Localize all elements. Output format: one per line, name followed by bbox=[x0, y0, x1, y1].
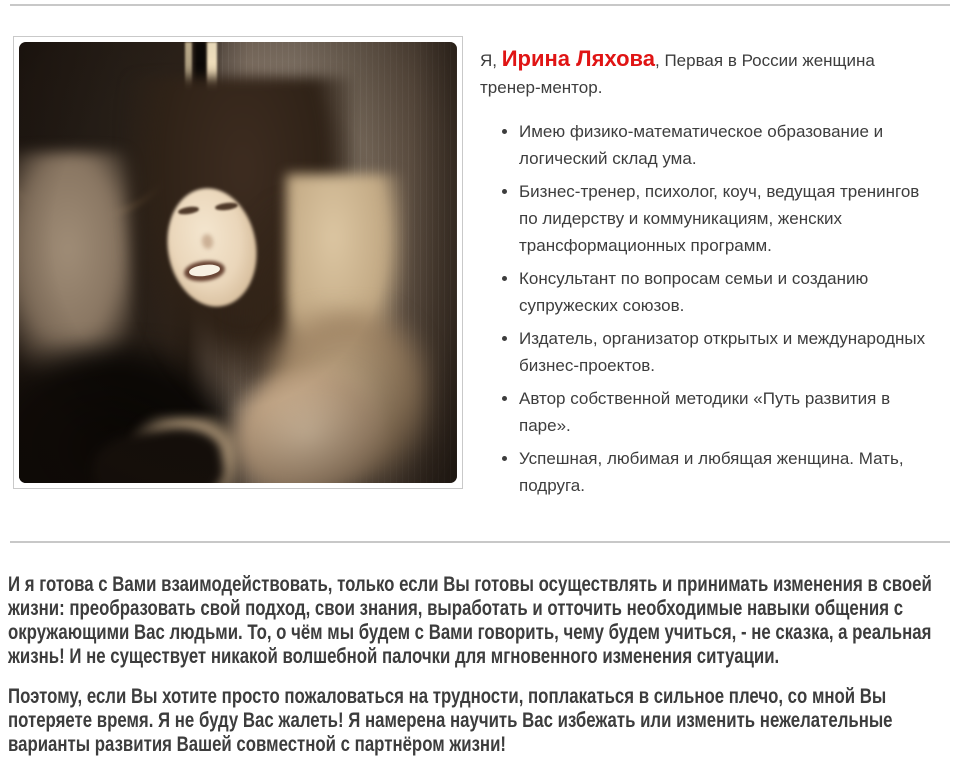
bullet-item-personal: • Успешная, любимая и любящая женщина. Мать, подруга. bbox=[519, 445, 940, 499]
name-highlight: Ирина Ляхова bbox=[501, 46, 656, 71]
bullet-item-author: • Автор собственной методики «Путь развития в паре». bbox=[519, 385, 940, 439]
profile-section bbox=[0, 6, 960, 505]
bullet-list bbox=[480, 118, 940, 499]
intro-suffix: , Первая в России женщина тренер-ментор. bbox=[480, 51, 875, 97]
profile-text-column bbox=[480, 36, 940, 505]
bullet-item-trainer: • Бизнес-тренер, психолог, коуч, ведущая тренингов по лидерству и коммуникациям, женских трансформационных программ. bbox=[519, 178, 940, 259]
intro-text bbox=[480, 45, 940, 101]
intro-prefix: Я, bbox=[480, 51, 502, 70]
paragraph-warning: Поэтому, если Вы хотите просто пожаловаться на трудности, поплакаться в сильное плечо, со мной Вы потеряете время. Я не буду Вас жалеть! Я намерена научить Вас избежать или изменить нежелательные варианты развития Вашей совместной с партнёром жизни! bbox=[8, 685, 893, 756]
paragraph-readiness: И я готова с Вами взаимодействовать, только если Вы готовы осуществлять и принимать изменения в своей жизни: преобразовать свой подход, свои знания, выработать и отточить необходимые навыки общения с окружающими Вас людьми. То, о чём мы будем с Вами говорить, чему будем учиться, - не сказка, а реальная жизнь! И не существует никакой волшебной палочки для мгновенного изменения ситуации. bbox=[8, 573, 932, 668]
photo-vignette bbox=[19, 42, 457, 483]
bullet-item-consultant: • Консультант по вопросам семьи и созданию супружеских союзов. bbox=[519, 265, 940, 319]
portrait-photo bbox=[19, 42, 457, 483]
bullet-item-education: • Имею физико-математическое образование и логический склад ума. bbox=[519, 118, 940, 172]
bullet-item-publisher: • Издатель, организатор открытых и международных бизнес-проектов. bbox=[519, 325, 940, 379]
photo-frame bbox=[13, 36, 463, 489]
section-divider bbox=[10, 541, 950, 543]
bottom-section bbox=[8, 573, 950, 757]
